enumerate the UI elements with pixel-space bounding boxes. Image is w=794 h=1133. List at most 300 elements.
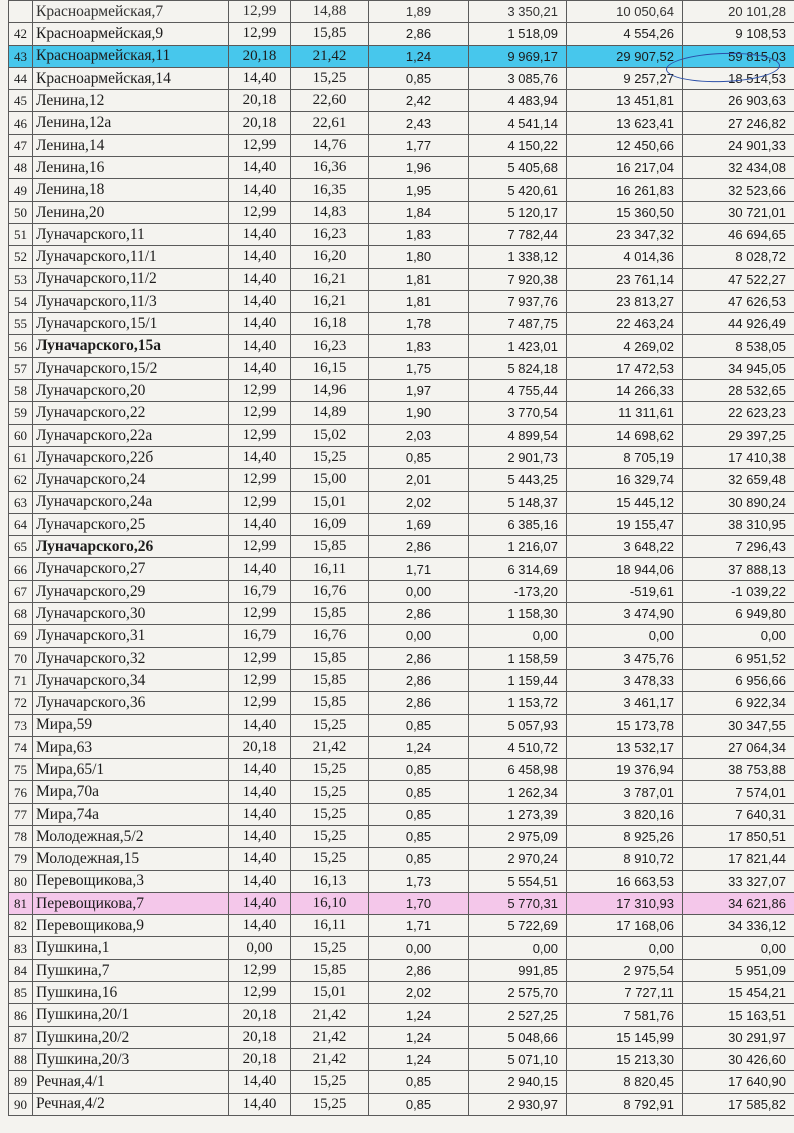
half-year-amount-cell: 18 514,53 [683, 67, 794, 89]
address-cell: Пушкина,20/3 [33, 1048, 229, 1070]
tariff-old-cell: 12,99 [229, 692, 291, 714]
table-row [9, 157, 794, 179]
month-amount-cell: 6 385,16 [469, 513, 567, 535]
tariff-diff-cell: 2,86 [369, 959, 469, 981]
quarter-amount-cell: 10 050,64 [567, 1, 683, 23]
row-number: 42 [9, 23, 33, 45]
month-amount-cell: 0,00 [469, 625, 567, 647]
month-amount-cell: -173,20 [469, 580, 567, 602]
half-year-amount-cell: 27 064,34 [683, 736, 794, 758]
month-amount-cell: 3 085,76 [469, 67, 567, 89]
address-cell: Луначарского,24 [33, 469, 229, 491]
table-row [9, 536, 794, 558]
quarter-amount-cell: 15 213,30 [567, 1048, 683, 1070]
tariff-new-cell: 21,42 [291, 736, 369, 758]
month-amount-cell: 5 722,69 [469, 915, 567, 937]
table-row [9, 603, 794, 625]
row-number: 51 [9, 223, 33, 245]
table-row [9, 1048, 794, 1070]
half-year-amount-cell: 34 336,12 [683, 915, 794, 937]
row-number: 90 [9, 1093, 33, 1115]
tariff-old-cell: 12,99 [229, 134, 291, 156]
row-number: 50 [9, 201, 33, 223]
tariff-diff-cell: 2,43 [369, 112, 469, 134]
half-year-amount-cell: 32 434,08 [683, 157, 794, 179]
row-number: 45 [9, 90, 33, 112]
tariff-new-cell: 15,25 [291, 803, 369, 825]
tariff-new-cell: 15,25 [291, 446, 369, 468]
table-row [9, 469, 794, 491]
tariff-new-cell: 16,11 [291, 915, 369, 937]
tariff-diff-cell: 1,71 [369, 558, 469, 580]
table-row [9, 736, 794, 758]
row-number [9, 1, 33, 23]
tariff-new-cell: 15,25 [291, 848, 369, 870]
row-number: 88 [9, 1048, 33, 1070]
table-row [9, 402, 794, 424]
tariff-diff-cell: 2,42 [369, 90, 469, 112]
tariff-diff-cell: 0,85 [369, 446, 469, 468]
tariff-old-cell: 12,99 [229, 402, 291, 424]
month-amount-cell: 2 901,73 [469, 446, 567, 468]
tariff-diff-cell: 0,85 [369, 803, 469, 825]
row-number: 54 [9, 290, 33, 312]
tariff-new-cell: 21,42 [291, 1026, 369, 1048]
row-number: 44 [9, 67, 33, 89]
row-number: 81 [9, 892, 33, 914]
month-amount-cell: 1 262,34 [469, 781, 567, 803]
address-cell: Красноармейская,7 [33, 1, 229, 23]
quarter-amount-cell: 0,00 [567, 937, 683, 959]
row-number: 67 [9, 580, 33, 602]
row-number: 60 [9, 424, 33, 446]
tariff-old-cell: 12,99 [229, 424, 291, 446]
quarter-amount-cell: 23 347,32 [567, 223, 683, 245]
half-year-amount-cell: 59 815,03 [683, 45, 794, 67]
month-amount-cell: 5 443,25 [469, 469, 567, 491]
month-amount-cell: 5 824,18 [469, 357, 567, 379]
table-row [9, 424, 794, 446]
table-row [9, 134, 794, 156]
quarter-amount-cell: 18 944,06 [567, 558, 683, 580]
quarter-amount-cell: 16 261,83 [567, 179, 683, 201]
tariff-diff-cell: 1,70 [369, 892, 469, 914]
address-cell: Молодежная,5/2 [33, 825, 229, 847]
half-year-amount-cell: 30 721,01 [683, 201, 794, 223]
row-number: 52 [9, 246, 33, 268]
quarter-amount-cell: 16 217,04 [567, 157, 683, 179]
tariff-old-cell: 12,99 [229, 1, 291, 23]
tariff-new-cell: 16,23 [291, 223, 369, 245]
month-amount-cell: 5 554,51 [469, 870, 567, 892]
tariff-diff-cell: 1,71 [369, 915, 469, 937]
tariff-diff-cell: 2,03 [369, 424, 469, 446]
tariff-diff-cell: 1,81 [369, 290, 469, 312]
address-cell: Луначарского,11/3 [33, 290, 229, 312]
month-amount-cell: 3 770,54 [469, 402, 567, 424]
row-number: 49 [9, 179, 33, 201]
half-year-amount-cell: 46 694,65 [683, 223, 794, 245]
half-year-amount-cell: 7 640,31 [683, 803, 794, 825]
tariff-new-cell: 16,20 [291, 246, 369, 268]
table-row [9, 446, 794, 468]
month-amount-cell: 5 770,31 [469, 892, 567, 914]
table-row [9, 513, 794, 535]
tariff-old-cell: 14,40 [229, 558, 291, 580]
tariff-new-cell: 15,02 [291, 424, 369, 446]
row-number: 87 [9, 1026, 33, 1048]
month-amount-cell: 991,85 [469, 959, 567, 981]
tariff-old-cell: 14,40 [229, 313, 291, 335]
row-number: 71 [9, 669, 33, 691]
row-number: 69 [9, 625, 33, 647]
table-row [9, 647, 794, 669]
tariff-diff-cell: 1,24 [369, 1048, 469, 1070]
tariff-diff-cell: 1,69 [369, 513, 469, 535]
half-year-amount-cell: 9 108,53 [683, 23, 794, 45]
quarter-amount-cell: 3 478,33 [567, 669, 683, 691]
quarter-amount-cell: 17 310,93 [567, 892, 683, 914]
table-row [9, 915, 794, 937]
tariff-diff-cell: 1,83 [369, 223, 469, 245]
tariff-old-cell: 14,40 [229, 157, 291, 179]
table-row [9, 45, 794, 67]
address-cell: Мира,65/1 [33, 759, 229, 781]
tariff-diff-cell: 1,96 [369, 157, 469, 179]
tariff-old-cell: 14,40 [229, 848, 291, 870]
half-year-amount-cell: 34 621,86 [683, 892, 794, 914]
tariff-diff-cell: 1,73 [369, 870, 469, 892]
row-number: 83 [9, 937, 33, 959]
table-row [9, 268, 794, 290]
address-cell: Ленина,12 [33, 90, 229, 112]
address-cell: Ленина,18 [33, 179, 229, 201]
row-number: 75 [9, 759, 33, 781]
table-row [9, 23, 794, 45]
tariff-new-cell: 16,35 [291, 179, 369, 201]
address-cell: Луначарского,24а [33, 491, 229, 513]
tariff-old-cell: 12,99 [229, 469, 291, 491]
table-row [9, 1071, 794, 1093]
row-number: 86 [9, 1004, 33, 1026]
tariff-old-cell: 14,40 [229, 1071, 291, 1093]
table-row [9, 714, 794, 736]
address-cell: Перевощикова,3 [33, 870, 229, 892]
quarter-amount-cell: 15 173,78 [567, 714, 683, 736]
quarter-amount-cell: 4 014,36 [567, 246, 683, 268]
tariff-new-cell: 15,85 [291, 647, 369, 669]
address-cell: Луначарского,32 [33, 647, 229, 669]
table-row [9, 937, 794, 959]
address-cell: Луначарского,36 [33, 692, 229, 714]
tariff-diff-cell: 0,85 [369, 67, 469, 89]
tariff-new-cell: 16,21 [291, 290, 369, 312]
tariff-old-cell: 12,99 [229, 201, 291, 223]
month-amount-cell: 1 159,44 [469, 669, 567, 691]
tariff-new-cell: 21,42 [291, 45, 369, 67]
row-number: 65 [9, 536, 33, 558]
tariff-diff-cell: 1,75 [369, 357, 469, 379]
row-number: 78 [9, 825, 33, 847]
tariff-new-cell: 15,25 [291, 937, 369, 959]
tariff-table-sheet [8, 0, 794, 1116]
row-number: 64 [9, 513, 33, 535]
half-year-amount-cell: 32 523,66 [683, 179, 794, 201]
table-row [9, 558, 794, 580]
half-year-amount-cell: 7 296,43 [683, 536, 794, 558]
quarter-amount-cell: 3 474,90 [567, 603, 683, 625]
tariff-new-cell: 15,85 [291, 536, 369, 558]
half-year-amount-cell: 15 163,51 [683, 1004, 794, 1026]
address-cell: Пушкина,16 [33, 982, 229, 1004]
tariff-old-cell: 12,99 [229, 603, 291, 625]
quarter-amount-cell: 15 145,99 [567, 1026, 683, 1048]
address-cell: Луначарского,15/1 [33, 313, 229, 335]
month-amount-cell: 5 048,66 [469, 1026, 567, 1048]
tariff-old-cell: 14,40 [229, 1093, 291, 1115]
row-number: 57 [9, 357, 33, 379]
row-number: 84 [9, 959, 33, 981]
address-cell: Луначарского,11/1 [33, 246, 229, 268]
month-amount-cell: 2 975,09 [469, 825, 567, 847]
tariff-new-cell: 15,85 [291, 959, 369, 981]
tariff-old-cell: 14,40 [229, 246, 291, 268]
tariff-diff-cell: 1,95 [369, 179, 469, 201]
tariff-new-cell: 14,89 [291, 402, 369, 424]
address-cell: Луначарского,11/2 [33, 268, 229, 290]
month-amount-cell: 9 969,17 [469, 45, 567, 67]
address-cell: Ленина,16 [33, 157, 229, 179]
table-row [9, 892, 794, 914]
address-cell: Мира,74а [33, 803, 229, 825]
tariff-diff-cell: 1,83 [369, 335, 469, 357]
tariff-old-cell: 20,18 [229, 736, 291, 758]
row-number: 77 [9, 803, 33, 825]
tariff-diff-cell: 2,02 [369, 982, 469, 1004]
address-cell: Молодежная,15 [33, 848, 229, 870]
month-amount-cell: 1 216,07 [469, 536, 567, 558]
half-year-amount-cell: 6 956,66 [683, 669, 794, 691]
quarter-amount-cell: 9 257,27 [567, 67, 683, 89]
tariff-new-cell: 22,61 [291, 112, 369, 134]
month-amount-cell: 2 930,97 [469, 1093, 567, 1115]
tariff-old-cell: 20,18 [229, 1048, 291, 1070]
address-cell: Луначарского,29 [33, 580, 229, 602]
half-year-amount-cell: 24 901,33 [683, 134, 794, 156]
row-number: 66 [9, 558, 33, 580]
month-amount-cell: 2 940,15 [469, 1071, 567, 1093]
table-row [9, 112, 794, 134]
quarter-amount-cell: 17 472,53 [567, 357, 683, 379]
tariff-diff-cell: 0,85 [369, 781, 469, 803]
tariff-new-cell: 15,25 [291, 759, 369, 781]
month-amount-cell: 1 338,12 [469, 246, 567, 268]
half-year-amount-cell: 28 532,65 [683, 380, 794, 402]
half-year-amount-cell: 30 426,60 [683, 1048, 794, 1070]
table-row [9, 357, 794, 379]
table-row [9, 825, 794, 847]
month-amount-cell: 5 148,37 [469, 491, 567, 513]
half-year-amount-cell: 44 926,49 [683, 313, 794, 335]
half-year-amount-cell: 6 951,52 [683, 647, 794, 669]
address-cell: Луначарского,31 [33, 625, 229, 647]
tariff-old-cell: 14,40 [229, 803, 291, 825]
half-year-amount-cell: 8 028,72 [683, 246, 794, 268]
tariff-diff-cell: 1,24 [369, 1004, 469, 1026]
tariff-diff-cell: 1,84 [369, 201, 469, 223]
half-year-amount-cell: 20 101,28 [683, 1, 794, 23]
table-row [9, 781, 794, 803]
address-cell: Ленина,14 [33, 134, 229, 156]
row-number: 56 [9, 335, 33, 357]
address-cell: Речная,4/1 [33, 1071, 229, 1093]
quarter-amount-cell: 13 623,41 [567, 112, 683, 134]
tariff-new-cell: 16,09 [291, 513, 369, 535]
half-year-amount-cell: 6 922,34 [683, 692, 794, 714]
row-number: 48 [9, 157, 33, 179]
quarter-amount-cell: 29 907,52 [567, 45, 683, 67]
row-number: 46 [9, 112, 33, 134]
tariff-diff-cell: 1,24 [369, 736, 469, 758]
tariff-diff-cell: 2,86 [369, 647, 469, 669]
address-cell: Пушкина,1 [33, 937, 229, 959]
table-row [9, 246, 794, 268]
tariff-new-cell: 16,23 [291, 335, 369, 357]
quarter-amount-cell: 23 813,27 [567, 290, 683, 312]
tariff-old-cell: 14,40 [229, 179, 291, 201]
tariff-new-cell: 16,15 [291, 357, 369, 379]
tariff-old-cell: 14,40 [229, 446, 291, 468]
tariff-diff-cell: 0,00 [369, 937, 469, 959]
tariff-new-cell: 15,85 [291, 23, 369, 45]
month-amount-cell: 4 510,72 [469, 736, 567, 758]
address-cell: Речная,4/2 [33, 1093, 229, 1115]
tariff-old-cell: 0,00 [229, 937, 291, 959]
tariff-new-cell: 14,96 [291, 380, 369, 402]
month-amount-cell: 5 057,93 [469, 714, 567, 736]
table-row [9, 67, 794, 89]
month-amount-cell: 5 120,17 [469, 201, 567, 223]
quarter-amount-cell: 19 376,94 [567, 759, 683, 781]
tariff-new-cell: 15,00 [291, 469, 369, 491]
address-cell: Луначарского,25 [33, 513, 229, 535]
tariff-old-cell: 14,40 [229, 825, 291, 847]
row-number: 76 [9, 781, 33, 803]
half-year-amount-cell: -1 039,22 [683, 580, 794, 602]
row-number: 61 [9, 446, 33, 468]
half-year-amount-cell: 33 327,07 [683, 870, 794, 892]
quarter-amount-cell: 19 155,47 [567, 513, 683, 535]
tariff-new-cell: 21,42 [291, 1048, 369, 1070]
tariff-diff-cell: 0,85 [369, 848, 469, 870]
table-row [9, 669, 794, 691]
tariff-old-cell: 12,99 [229, 23, 291, 45]
quarter-amount-cell: 8 705,19 [567, 446, 683, 468]
tariff-old-cell: 14,40 [229, 870, 291, 892]
row-number: 62 [9, 469, 33, 491]
address-cell: Ленина,12а [33, 112, 229, 134]
tariff-old-cell: 14,40 [229, 892, 291, 914]
table-row [9, 959, 794, 981]
quarter-amount-cell: 3 475,76 [567, 647, 683, 669]
address-cell: Луначарского,11 [33, 223, 229, 245]
tariff-new-cell: 16,36 [291, 157, 369, 179]
tariff-diff-cell: 2,02 [369, 491, 469, 513]
row-number: 85 [9, 982, 33, 1004]
address-cell: Луначарского,34 [33, 669, 229, 691]
month-amount-cell: 4 483,94 [469, 90, 567, 112]
table-row [9, 1026, 794, 1048]
quarter-amount-cell: 3 820,16 [567, 803, 683, 825]
quarter-amount-cell: 14 266,33 [567, 380, 683, 402]
half-year-amount-cell: 38 310,95 [683, 513, 794, 535]
half-year-amount-cell: 17 585,82 [683, 1093, 794, 1115]
tariff-new-cell: 16,21 [291, 268, 369, 290]
table-row [9, 870, 794, 892]
tariff-old-cell: 14,40 [229, 714, 291, 736]
table-row [9, 1093, 794, 1115]
half-year-amount-cell: 17 640,90 [683, 1071, 794, 1093]
quarter-amount-cell: 13 532,17 [567, 736, 683, 758]
row-number: 63 [9, 491, 33, 513]
month-amount-cell: 5 420,61 [469, 179, 567, 201]
tariff-old-cell: 20,18 [229, 90, 291, 112]
row-number: 80 [9, 870, 33, 892]
tariff-diff-cell: 2,86 [369, 692, 469, 714]
quarter-amount-cell: 3 648,22 [567, 536, 683, 558]
quarter-amount-cell: 12 450,66 [567, 134, 683, 156]
month-amount-cell: 1 518,09 [469, 23, 567, 45]
address-cell: Луначарского,27 [33, 558, 229, 580]
month-amount-cell: 7 937,76 [469, 290, 567, 312]
half-year-amount-cell: 32 659,48 [683, 469, 794, 491]
table-row [9, 1, 794, 23]
tariff-old-cell: 14,40 [229, 268, 291, 290]
address-cell: Мира,63 [33, 736, 229, 758]
tariff-diff-cell: 1,77 [369, 134, 469, 156]
table-row [9, 90, 794, 112]
row-number: 43 [9, 45, 33, 67]
table-row [9, 380, 794, 402]
half-year-amount-cell: 27 246,82 [683, 112, 794, 134]
tariff-diff-cell: 1,81 [369, 268, 469, 290]
address-cell: Перевощикова,9 [33, 915, 229, 937]
month-amount-cell: 3 350,21 [469, 1, 567, 23]
month-amount-cell: 5 071,10 [469, 1048, 567, 1070]
tariff-old-cell: 16,79 [229, 580, 291, 602]
quarter-amount-cell: 8 925,26 [567, 825, 683, 847]
address-cell: Мира,59 [33, 714, 229, 736]
half-year-amount-cell: 6 949,80 [683, 603, 794, 625]
tariff-diff-cell: 2,86 [369, 669, 469, 691]
tariff-old-cell: 14,40 [229, 357, 291, 379]
month-amount-cell: 0,00 [469, 937, 567, 959]
tariff-diff-cell: 1,90 [369, 402, 469, 424]
table-row [9, 848, 794, 870]
table-row [9, 803, 794, 825]
half-year-amount-cell: 29 397,25 [683, 424, 794, 446]
quarter-amount-cell: 3 787,01 [567, 781, 683, 803]
quarter-amount-cell: 15 445,12 [567, 491, 683, 513]
quarter-amount-cell: 16 329,74 [567, 469, 683, 491]
address-cell: Луначарского,22б [33, 446, 229, 468]
half-year-amount-cell: 47 626,53 [683, 290, 794, 312]
quarter-amount-cell: 16 663,53 [567, 870, 683, 892]
quarter-amount-cell: 2 975,54 [567, 959, 683, 981]
address-cell: Перевощикова,7 [33, 892, 229, 914]
tariff-old-cell: 12,99 [229, 647, 291, 669]
tariff-diff-cell: 0,85 [369, 1071, 469, 1093]
